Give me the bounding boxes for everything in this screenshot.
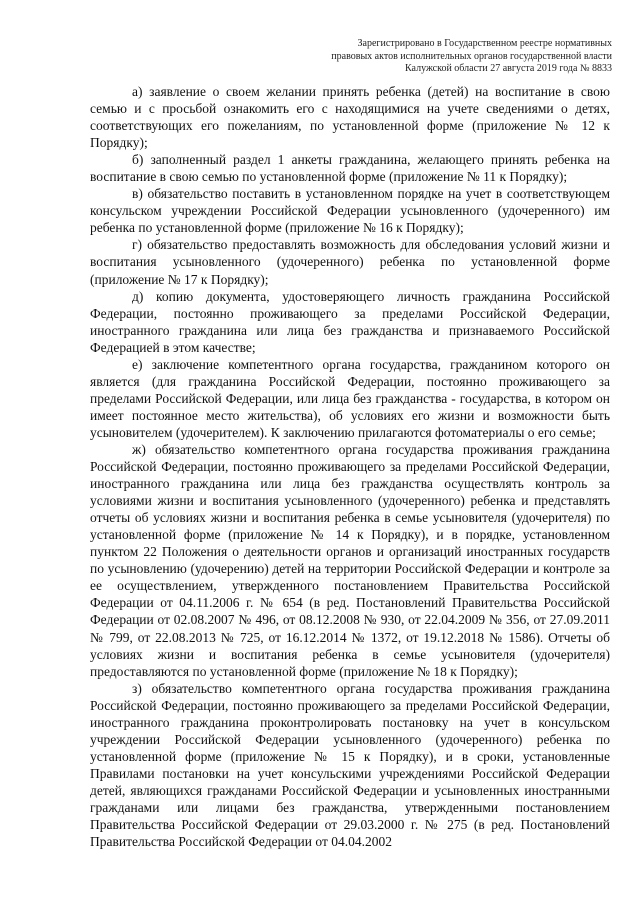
registration-line: Зарегистрировано в Государственном реестре нормативных <box>357 38 612 49</box>
paragraph-a: а) заявление о своем желании принять ребенка (детей) на воспитание в свою семью и с просьбой ознакомить его с находящимися на учете сведениями о детях, соответствующих его пожеланиям, по установленной форме (приложение № 12 к Порядку); <box>90 84 610 151</box>
paragraph-z: з) обязательство компетентного органа государства проживания гражданина Российской Федерации, постоянно проживающего за пределами Российской Федерации, иностранного гражданина проконтролировать постановку на учет в консульском учреждении Российской Федерации усыновленного (удочеренного) ребенка по установленной форме (приложение № 15 к Порядку), и в сроки, установленные Правилами постановки на учет консульскими учреждениями Российской Федерации детей, являющихся гражданами Российской Федерации и усыновленных иностранными гражданами или лицами без гражданства, утвержденными постановлением Правительства Российской Федерации от 29.03.2000 г. № 275 (в ред. Постановлений Правительства Российской Федерации от 04.04.2002 <box>90 680 610 850</box>
paragraph-b: б) заполненный раздел 1 анкеты гражданина, желающего принять ребенка на воспитание в свою семью по установленной форме (приложение № 11 к Порядку); <box>90 152 610 185</box>
registration-line: Калужской области 27 августа 2019 года № 8833 <box>405 63 612 74</box>
paragraph-d: д) копию документа, удостоверяющего личность гражданина Российской Федерации, постоянно проживающего за пределами Российской Федерации, иностранного гражданина или лица без гражданства и признаваемого Российской Федерацией в этом качестве; <box>90 288 610 355</box>
registration-line: правовых актов исполнительных органов государственной власти <box>331 50 612 62</box>
document-body <box>90 83 610 850</box>
paragraph-v: в) обязательство поставить в установленном порядке на учет в соответствующем консульском учреждении Российской Федерации усыновленного (удочеренного) им ребенка по установленной форме (приложение № 16 к Порядку); <box>90 186 610 236</box>
paragraph-e: е) заключение компетентного органа государства, гражданином которого он является (для гражданина Российской Федерации, постоянно проживающего за пределами Российской Федерации, или лица без гражданства - государства, в котором он имеет постоянное место жительства), об условиях его жизни и возможности быть усыновителем (удочерителем). К заключению прилагаются фотоматериалы о его семье; <box>90 356 610 440</box>
registration-stamp <box>312 38 612 76</box>
paragraph-zh: ж) обязательство компетентного органа государства проживания гражданина Российской Федерации, постоянно проживающего за пределами Российской Федерации, иностранного гражданина или лица без гражданства осуществлять контроль за условиями жизни и воспитания усыновленного (удочеренного) ребенка и представлять отчеты об условиях жизни и воспитания ребенка в семье усыновителя (удочерителя) по установленной форме (приложение № 14 к Порядку), и в порядке, установленном пунктом 22 Положения о деятельности органов и организаций иностранных государств по усыновлению (удочерению) детей на территории Российской Федерации и контроле за ее осуществлением, утвержденного постановлением Правительства Российской Федерации от 04.11.2006 г. № 654 (в ред. Постановлений Правительства Российской Федерации от 02.08.2007 № 496, от 08.12.2008 № 930, от 22.04.2009 № 356, от 27.09.2011 № 799, от 22.08.2013 № 725, от 16.12.2014 № 1372, от 19.12.2018 № 1586). Отчеты об условиях жизни и воспитания ребенка в семье усыновителя (удочерителя) предоставляются по установленной форме (приложение № 18 к Порядку); <box>90 441 610 679</box>
paragraph-g: г) обязательство предоставлять возможность для обследования условий жизни и воспитания усыновленного (удочеренного) ребенка по установленной форме (приложение № 17 к Порядку); <box>90 237 610 287</box>
